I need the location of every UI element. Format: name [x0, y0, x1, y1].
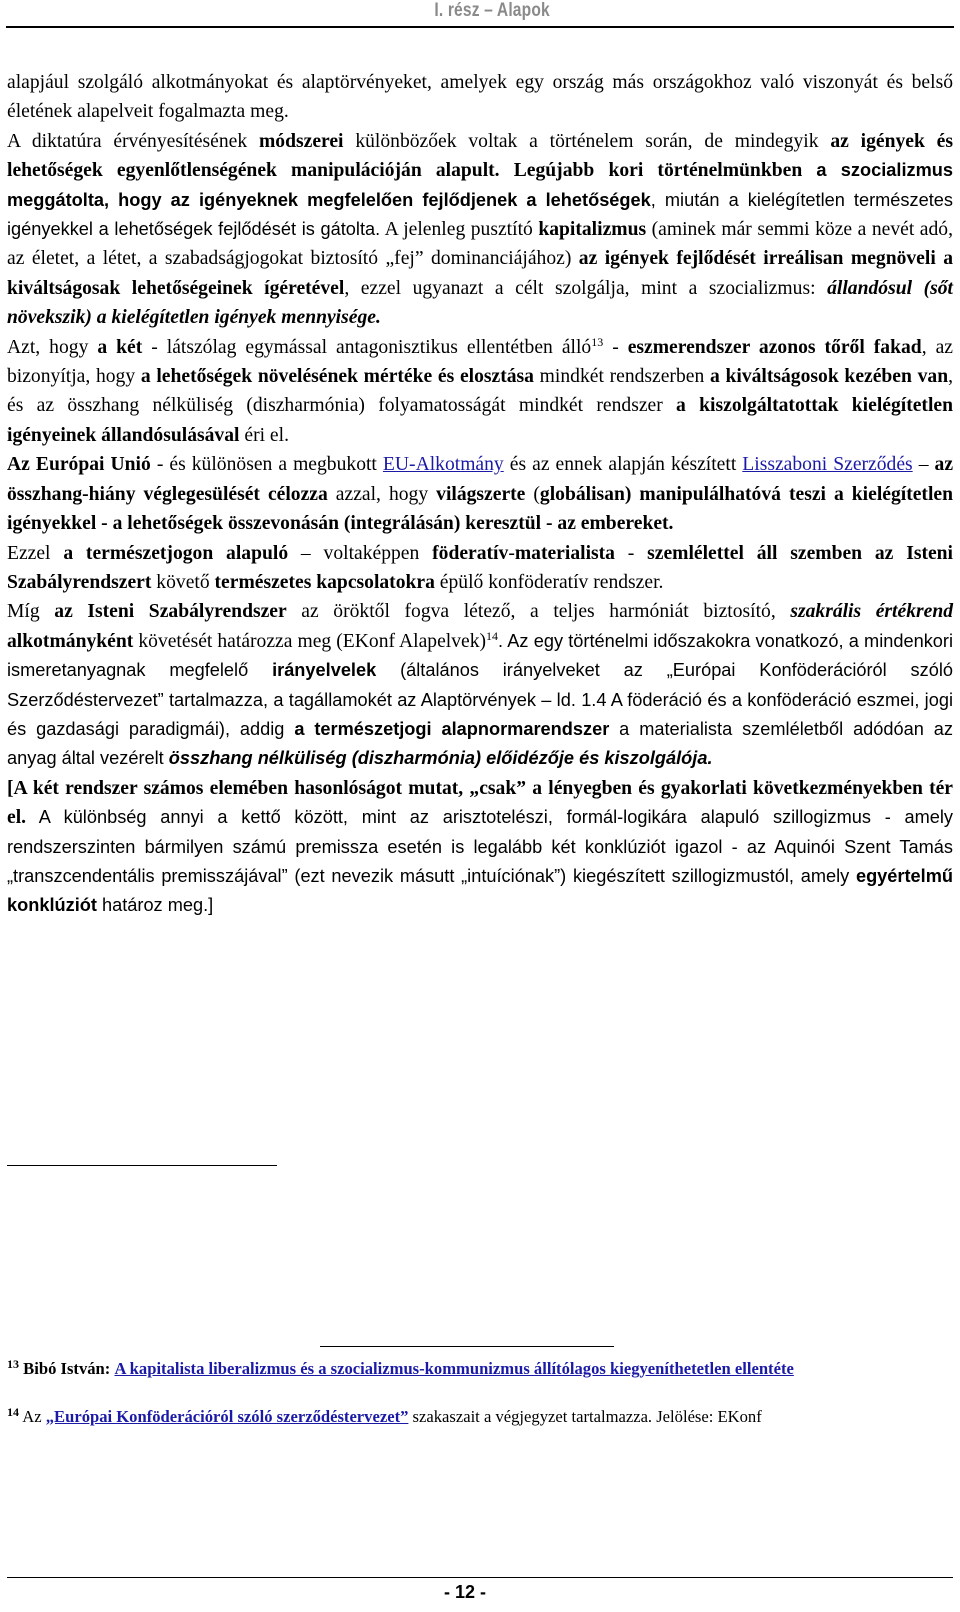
- bold-text: alkotmányként: [7, 630, 134, 652]
- bold-italic-text: állandósul (sőt növekszik) a kielégítetlen igények mennyisége.: [7, 277, 953, 329]
- bold-text: materialista: [514, 542, 615, 564]
- bold-text: irányelvelek: [272, 660, 377, 681]
- page-number: - 12 -: [443, 1582, 486, 1602]
- footnotes: [7, 1358, 953, 1428]
- text: -: [508, 542, 515, 564]
- paragraph-7: [7, 774, 953, 921]
- bold-text: globálisan) manipulálhatóvá teszi a kielégítetlen igényekkel - a lehetőségek összevonásán (integrálásán) keresztül - az embereket.: [7, 483, 953, 535]
- bold-text: az igények fejlődését irreálisan megnöveli a kiváltságosak lehetőségeinek ígéretével: [7, 248, 954, 299]
- sans-segment: [7, 807, 953, 915]
- bold-text: módszerei: [258, 130, 344, 152]
- bold-text: az igények és lehetőségek egyenlőtlenségének manipulációján alapult: [7, 130, 953, 182]
- footnote-ref-13[interactable]: 13: [591, 334, 604, 349]
- bold-text: a természetjogi alapnormarendszer: [294, 718, 610, 739]
- text: Míg: [7, 601, 55, 623]
- paragraph-4: [7, 450, 953, 538]
- text: szakaszait a végjegyzet tartalmazza. Jelölése: EKonf: [408, 1407, 762, 1426]
- header-rule: [6, 26, 954, 28]
- text: A diktatúra érvényesítésének: [7, 130, 259, 152]
- footnote-14: [7, 1406, 953, 1428]
- bold-text: Bibó István:: [23, 1359, 111, 1378]
- text: épülő konföderatív rendszer.: [434, 571, 664, 593]
- text: , miután a kielégítetlen természetes igényekkel a lehetőségek fejlődését is gátolta.: [7, 189, 953, 240]
- bold-text: az összhang-hiány véglegesülését célozza: [7, 454, 954, 505]
- text: az öröktől fogva létező, a teljes harmóniát biztosító,: [286, 601, 791, 623]
- bold-text: természetes kapcsolatokra: [214, 571, 435, 593]
- bold-italic-text: összhang nélküliség (diszharmónia) előidézője és kiszolgálója.: [168, 748, 713, 769]
- text: – voltaképpen: [288, 542, 433, 564]
- footnote-number: 13: [7, 1357, 19, 1371]
- text: (általános irányelveket az „Európai Konföderációról szóló Szerződéstervezet” tartalmazza, a tagállamokét az Alaptörvények – ld. 1.4 A föderáció és a konföderáció eszmei, jogi és gazdasági paradigmái), addig: [7, 660, 954, 739]
- text: a materialista szemléletből adódóan az anyag által vezérelt: [7, 718, 953, 769]
- text: Az: [22, 1407, 46, 1426]
- bold-italic-text: szakrális értékrend: [790, 601, 954, 623]
- footnote-number: 14: [7, 1405, 19, 1419]
- bold-text: a lehetőségek növelésének mértéke és elosztása: [140, 366, 534, 388]
- bold-text: [A két rendszer számos elemében hasonlóságot mutat, „csak” a lényegben és gyakorlati következményekben tér el.: [7, 777, 953, 829]
- footnote-13-link[interactable]: A kapitalista liberalizmus és a szocializmus-kommunizmus állítólagos kiegyeníthetetlen ellentéte: [114, 1359, 794, 1378]
- text: követő: [151, 571, 215, 593]
- text: -: [614, 542, 648, 564]
- footnote-14-link[interactable]: „Európai Konföderációról szóló szerződéstervezet”: [45, 1407, 409, 1426]
- footnote-ref-14[interactable]: 14: [486, 628, 499, 643]
- footer-rule: [7, 1577, 953, 1578]
- text: . Legújabb kori történelmünkben: [494, 160, 817, 182]
- paragraph-2: [7, 127, 953, 333]
- footnote-separator: [320, 1346, 614, 1347]
- bold-text: a természetjogon alapuló: [63, 542, 289, 564]
- text: alapjául szolgáló alkotmányokat és alaptörvényeket, amelyek egy ország más országokhoz való viszonyát és belső életének alapelveit fogalmazta meg.: [7, 72, 953, 123]
- bold-text: a szocializmus meggátolta, hogy az igényeknek megfelelően fejlődjenek a lehetőségek: [7, 160, 953, 210]
- header-title: I. rész – Alapok: [434, 0, 550, 21]
- bold-text: eszmerendszer azonos tőről fakad: [627, 336, 922, 358]
- bold-text: föderatív: [432, 542, 509, 564]
- section-end-rule: [7, 1165, 277, 1166]
- text: - és különösen a megbukott: [150, 454, 383, 476]
- text: Azt, hogy: [7, 336, 98, 358]
- text: A különbség annyi a kettő között, mint az arisztotelészi, formál-logikára alapuló szillogizmus - amely rendszerszinten bármilyen számú premissza esetén is legalább két konklúziót igazol - az Aquinói Szent Tamás „transzcendentális premisszájával” (ezt nevezik másutt „intuíciónak”) kiegészített szillogizmustól, amely: [7, 807, 953, 886]
- text: –: [912, 454, 935, 476]
- bold-text: kapitalizmus: [538, 219, 647, 241]
- bold-text: a két: [97, 336, 143, 358]
- bold-text: az Isteni Szabályrendszer: [54, 601, 287, 623]
- text: követését határozza meg (EKonf Alapelvek): [133, 630, 487, 652]
- paragraph-3: [7, 333, 953, 451]
- text: -: [603, 336, 628, 358]
- text: , ezzel ugyanazt a célt szolgálja, mint a szocializmus:: [344, 277, 828, 299]
- text: azzal, hogy: [327, 483, 437, 505]
- text: A jelenleg pusztító: [380, 219, 539, 241]
- bold-text: egyértelmű konklúziót: [7, 865, 953, 916]
- bold-text: Az Európai Unió: [7, 454, 151, 476]
- bold-text: a kiszolgáltatottak kielégítetlen igényeinek állandósulásával: [7, 395, 953, 446]
- text: . Az egy történelmi időszakokra vonatkozó, a mindenkori ismeretanyagnak megfelelő: [7, 630, 954, 681]
- link-lisszaboni-szerzodes[interactable]: Lisszaboni Szerződés: [742, 454, 913, 476]
- text: határoz meg.]: [96, 895, 214, 916]
- text: (: [525, 483, 540, 505]
- footnote-13: [7, 1358, 953, 1380]
- main-text: [7, 68, 953, 921]
- text: , és az összhang nélküliség (diszharmónia) folyamatosságát mindkét rendszer: [7, 366, 954, 417]
- text: (aminek már semmi köze a nevét adó, az életet, a létet, a szabadságjogokat biztosító „fej” dominanciájához): [7, 219, 953, 270]
- paragraph-5: [7, 539, 953, 598]
- text: különbözőek voltak a történelem során, de mindegyik: [343, 130, 831, 152]
- bold-text: világszerte: [436, 483, 526, 505]
- paragraph-6: [7, 597, 953, 773]
- link-eu-alkotmany[interactable]: EU-Alkotmány: [382, 454, 504, 476]
- text: - látszólag egymással antagonisztikus ellentétben álló: [142, 336, 592, 358]
- bold-text: szemlélettel áll szemben az Isteni Szabályrendszert: [7, 542, 954, 593]
- text: , az bizonyítja, hogy: [7, 336, 953, 388]
- bold-text: a kiváltságosok kezében van: [709, 366, 949, 388]
- running-header: [0, 0, 960, 24]
- text: és az ennek alapján készített: [503, 454, 743, 476]
- text: mindkét rendszerben: [533, 366, 710, 388]
- paragraph-1: [7, 68, 953, 127]
- text: éri el.: [239, 424, 289, 446]
- text: Ezzel: [7, 542, 64, 564]
